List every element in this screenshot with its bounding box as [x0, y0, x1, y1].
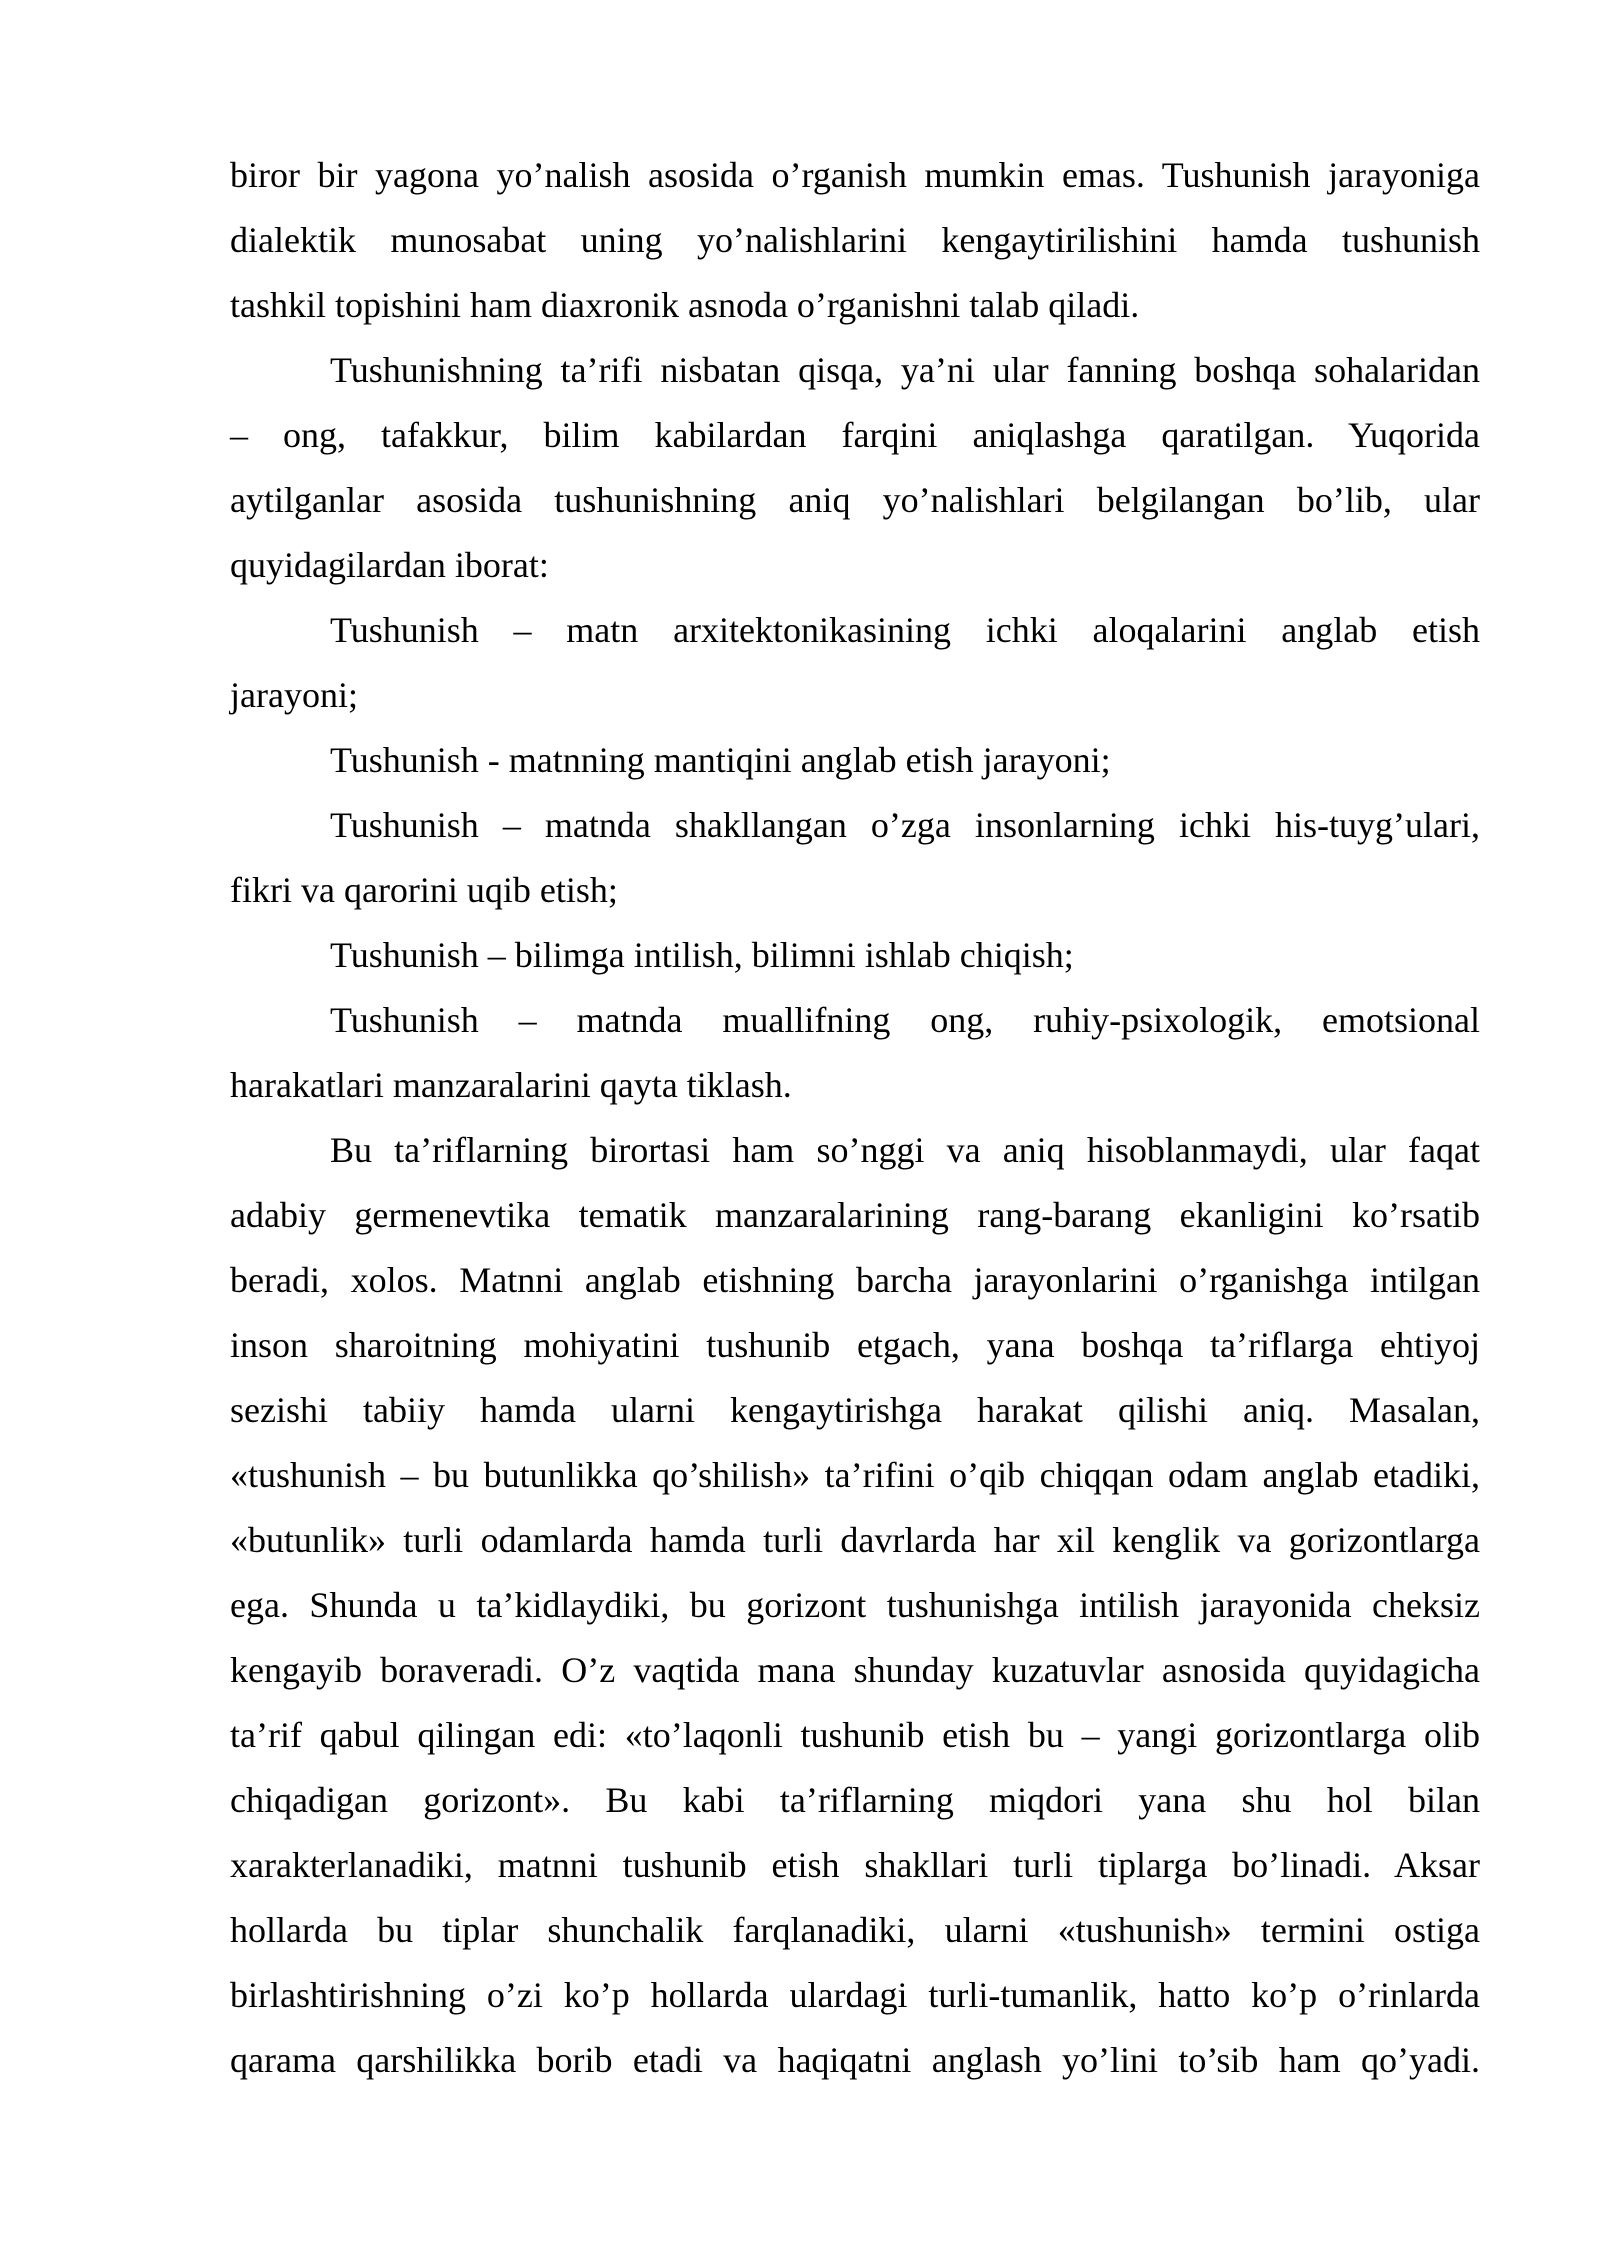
- text-line: tashkil topishini ham diaxronik asnoda o’rganishni talab qiladi.: [230, 285, 1140, 325]
- text-line: «butunlik» turli odamlarda hamda turli davrlarda har xil kenglik va gorizontlarga: [230, 1520, 1480, 1560]
- text-line: xarakterlanadiki, matnni tushunib etish shakllari turli tiplarga bo’linadi. Aksar: [230, 1845, 1480, 1885]
- text-line: Tushunish – matnda muallifning ong, ruhiy-psixologik, emotsional: [330, 1000, 1480, 1040]
- text-line: Tushunish – matnda shakllangan o’zga insonlarning ichki his-tuyg’ulari,: [330, 805, 1480, 845]
- text-line: qarama qarshilikka borib etadi va haqiqatni anglash yo’lini to’sib ham qo’yadi.: [230, 2040, 1480, 2080]
- paragraph-5: [230, 793, 1480, 923]
- text-line: ega. Shunda u ta’kidlaydiki, bu gorizont tushunishga intilish jarayonida cheksiz: [230, 1585, 1480, 1625]
- text-line: inson sharoitning mohiyatini tushunib etgach, yana boshqa ta’riflarga ehtiyoj: [230, 1325, 1480, 1365]
- text-line: Bu ta’riflarning birortasi ham so’nggi va aniq hisoblanmaydi, ular faqat: [330, 1130, 1480, 1170]
- paragraph-2: [230, 338, 1480, 598]
- text-line: sezishi tabiiy hamda ularni kengaytirishga harakat qilishi aniq. Masalan,: [230, 1390, 1480, 1430]
- text-line: kengayib boraveradi. O’z vaqtida mana shunday kuzatuvlar asnosida quyidagicha: [230, 1650, 1480, 1690]
- text-line: beradi, xolos. Matnni anglab etishning barcha jarayonlarini o’rganishga intilgan: [230, 1260, 1480, 1300]
- text-line: «tushunish – bu butunlikka qo’shilish» ta’rifini o’qib chiqqan odam anglab etadiki,: [230, 1455, 1480, 1495]
- text-line: fikri va qarorini uqib etish;: [230, 870, 618, 910]
- text-line: Tushunishning ta’rifi nisbatan qisqa, ya’ni ular fanning boshqa sohalaridan: [330, 350, 1480, 390]
- text-line: hollarda bu tiplar shunchalik farqlanadiki, ularni «tushunish» termini ostiga: [230, 1910, 1480, 1950]
- text-line: adabiy germenevtika tematik manzaralarining rang-barang ekanligini ko’rsatib: [230, 1195, 1480, 1235]
- text-line: jarayoni;: [230, 675, 358, 715]
- text-line: aytilganlar asosida tushunishning aniq yo’nalishlari belgilangan bo’lib, ular: [230, 480, 1480, 520]
- paragraph-8: [230, 1118, 1480, 2093]
- paragraph-4: [230, 728, 1480, 793]
- text-line: Tushunish – bilimga intilish, bilimni ishlab chiqish;: [330, 935, 1074, 975]
- text-line: Tushunish - matnning mantiqini anglab etish jarayoni;: [330, 740, 1111, 780]
- paragraph-7: [230, 988, 1480, 1118]
- paragraph-6: [230, 923, 1480, 988]
- text-line: – ong, tafakkur, bilim kabilardan farqini aniqlashga qaratilgan. Yuqorida: [230, 415, 1480, 455]
- text-line: biror bir yagona yo’nalish asosida o’rganish mumkin emas. Tushunish jarayoniga: [230, 155, 1480, 195]
- text-line: birlashtirishning o’zi ko’p hollarda ulardagi turli-tumanlik, hatto ko’p o’rinlarda: [230, 1975, 1480, 2015]
- document-body: [230, 143, 1480, 2093]
- text-line: chiqadigan gorizont». Bu kabi ta’riflarning miqdori yana shu hol bilan: [230, 1780, 1480, 1820]
- text-line: Tushunish – matn arxitektonikasining ichki aloqalarini anglab etish: [330, 610, 1480, 650]
- text-line: harakatlari manzaralarini qayta tiklash.: [230, 1065, 792, 1105]
- text-line: ta’rif qabul qilingan edi: «to’laqonli tushunib etish bu – yangi gorizontlarga olib: [230, 1715, 1480, 1755]
- paragraph-1: [230, 143, 1480, 338]
- text-line: dialektik munosabat uning yo’nalishlarini kengaytirilishini hamda tushunish: [230, 220, 1480, 260]
- text-line: quyidagilardan iborat:: [230, 545, 549, 585]
- paragraph-3: [230, 598, 1480, 728]
